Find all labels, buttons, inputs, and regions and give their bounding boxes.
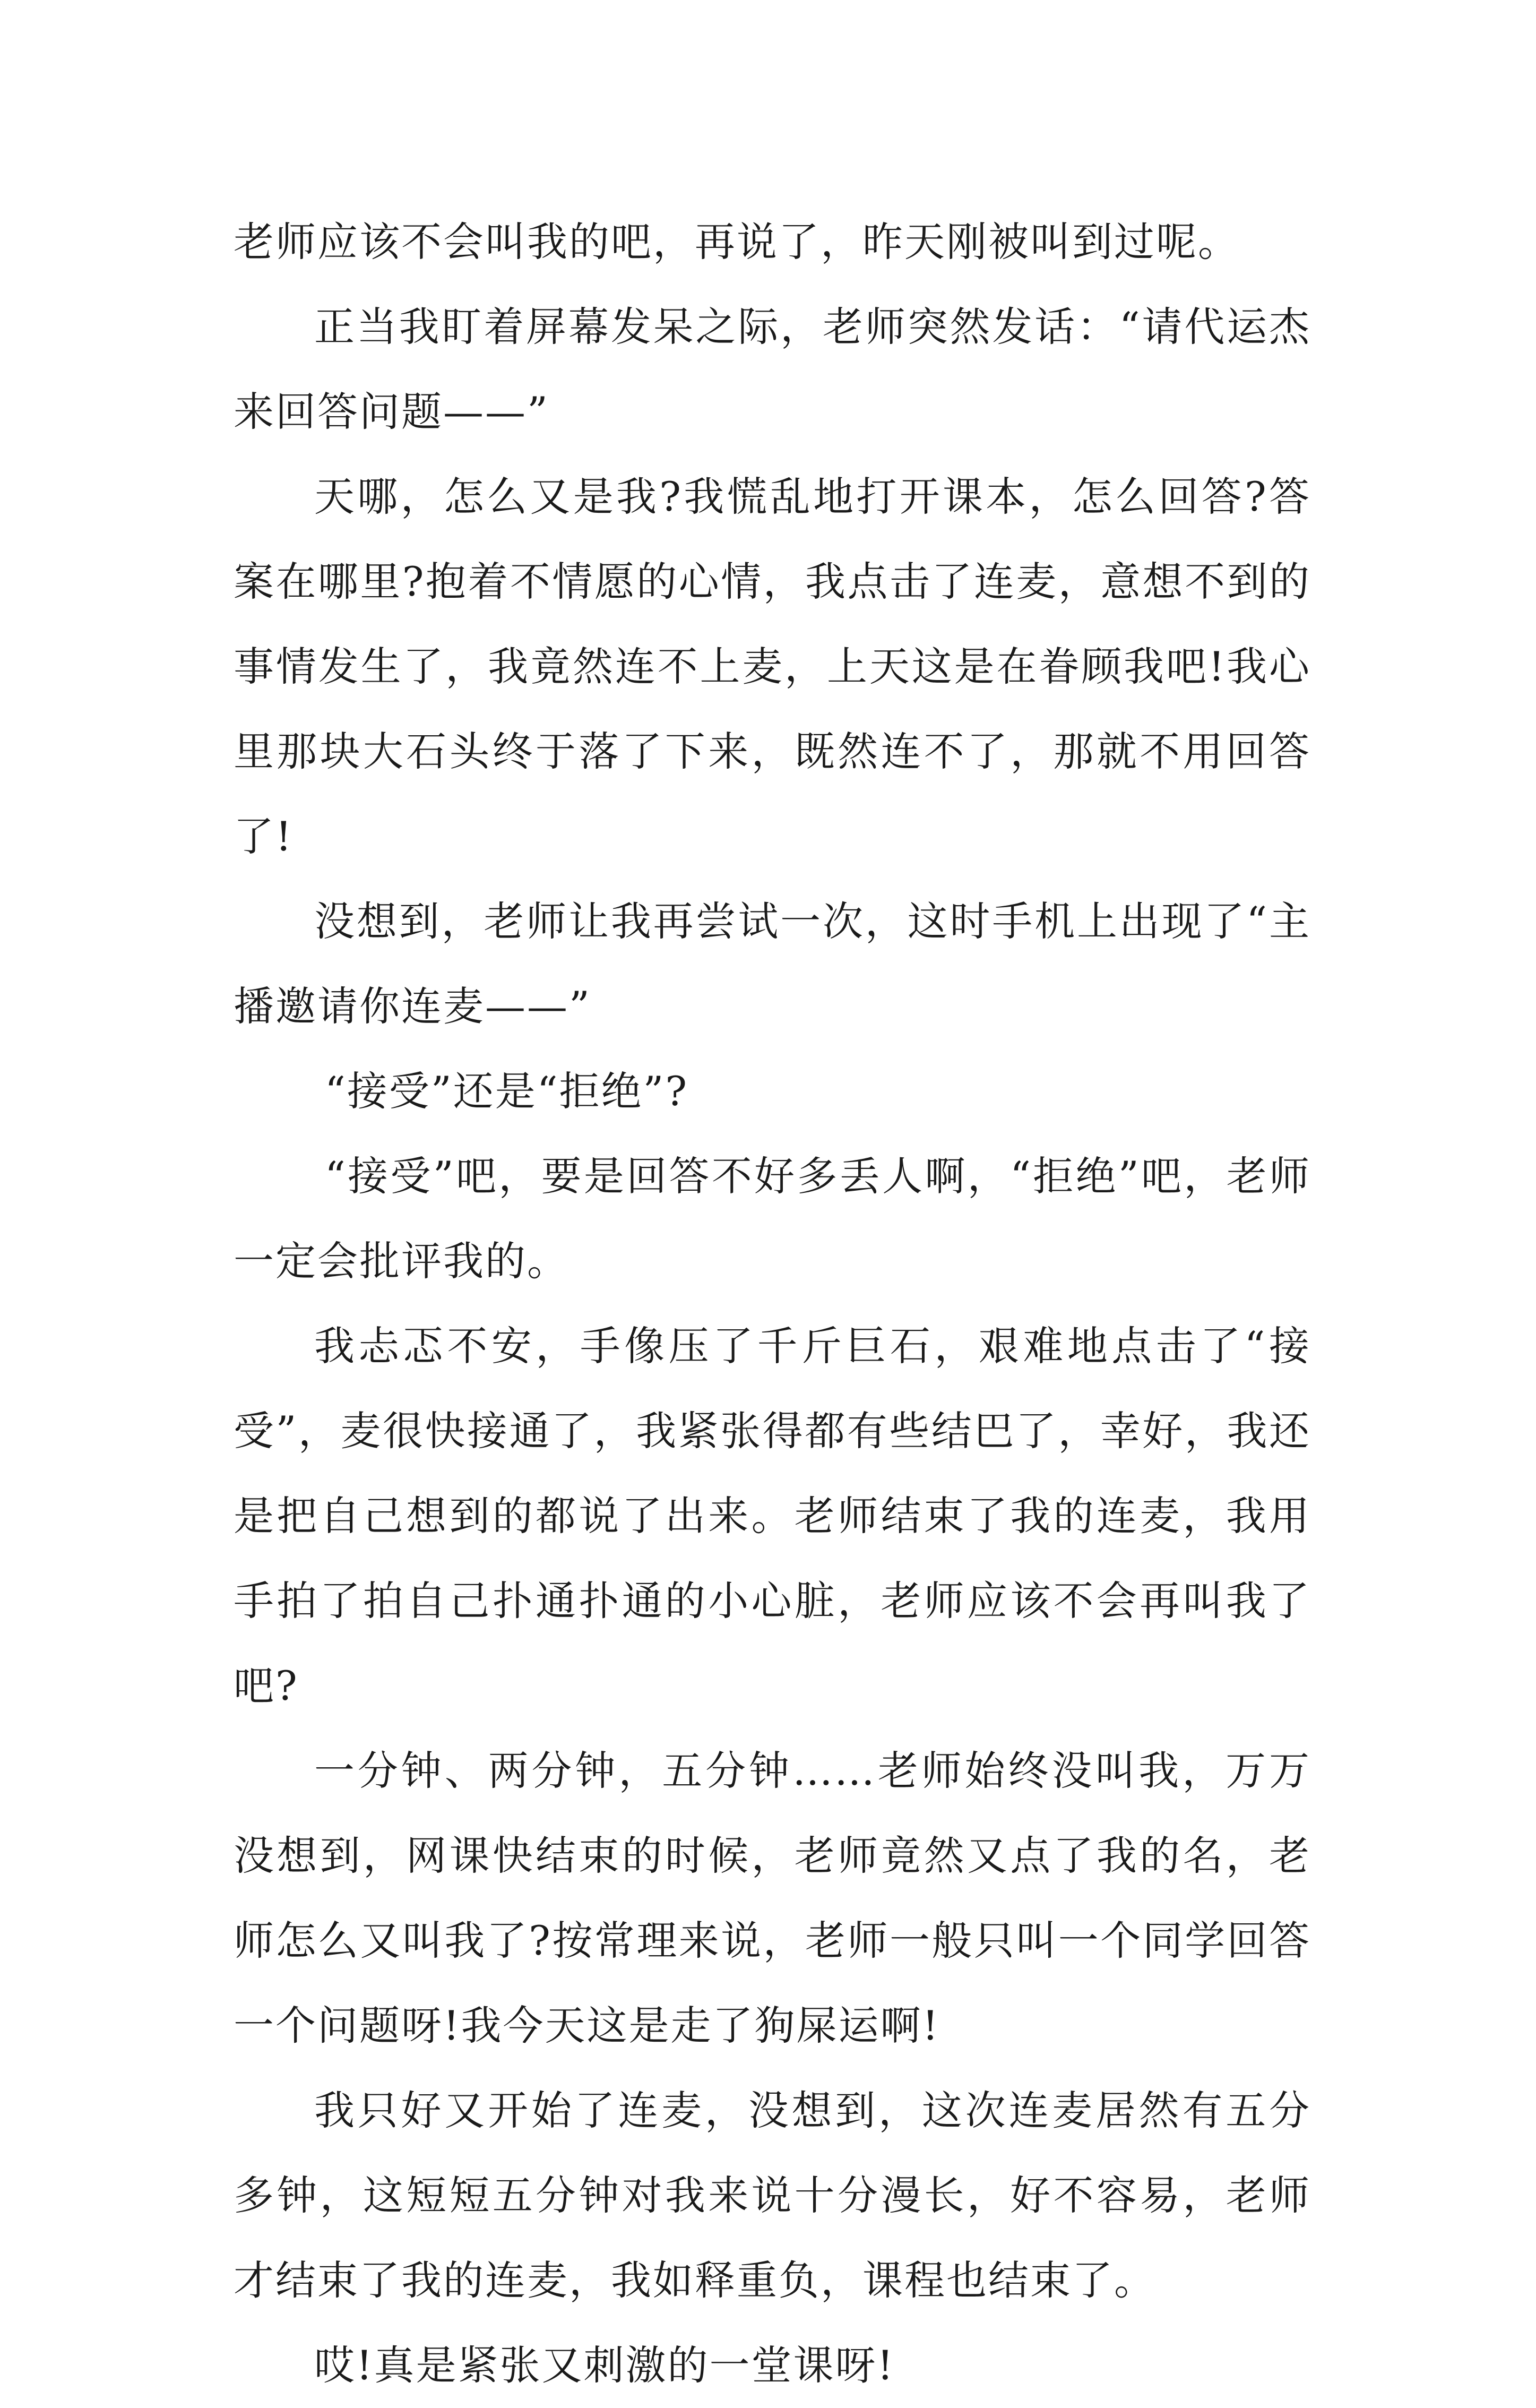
- essay-body: [234, 200, 1311, 2408]
- paragraph-2: 正当我盯着屏幕发呆之际，老师突然发话：“请代运杰来回答问题——”: [234, 303, 1311, 435]
- paragraph-1: 老师应该不会叫我的吧，再说了，昨天刚被叫到过呢。: [234, 218, 1240, 265]
- paragraph-5: “接受”还是“拒绝”?: [325, 1068, 689, 1115]
- paragraph-6: “接受”吧，要是回答不好多丢人啊，“拒绝”吧，老师一定会批评我的。: [234, 1153, 1311, 1285]
- paragraph-7: 我忐忑不安，手像压了千斤巨石，艰难地点击了“接受”，麦很快接通了，我紧张得都有些结巴了，幸好，我还是把自己想到的都说了出来。老师结束了我的连麦，我用手拍了拍自己扑通扑通的小心脏，老师应该不会再叫我了吧?: [234, 1322, 1311, 1709]
- paragraph-3: 天哪，怎么又是我?我慌乱地打开课本，怎么回答?答案在哪里?抱着不情愿的心情，我点击了连麦，意想不到的事情发生了，我竟然连不上麦，上天这是在眷顾我吧!我心里那块大石头终于落了下来，既然连不了，那就不用回答了!: [234, 473, 1311, 860]
- paragraph-10: 哎!真是紧张又刺激的一堂课呀!: [314, 2342, 895, 2389]
- paragraph-4: 没想到，老师让我再尝试一次，这时手机上出现了“主播邀请你连麦——”: [234, 898, 1311, 1030]
- paragraph-8: 一分钟、两分钟，五分钟……老师始终没叫我，万万没想到，网课快结束的时候，老师竟然又点了我的名，老师怎么又叫我了?按常理来说，老师一般只叫一个同学回答一个问题呀!我今天这是走了狗屎运啊!: [234, 1747, 1311, 2049]
- paragraph-9: 我只好又开始了连麦，没想到，这次连麦居然有五分多钟，这短短五分钟对我来说十分漫长，好不容易，老师才结束了我的连麦，我如释重负，课程也结束了。: [234, 2087, 1311, 2304]
